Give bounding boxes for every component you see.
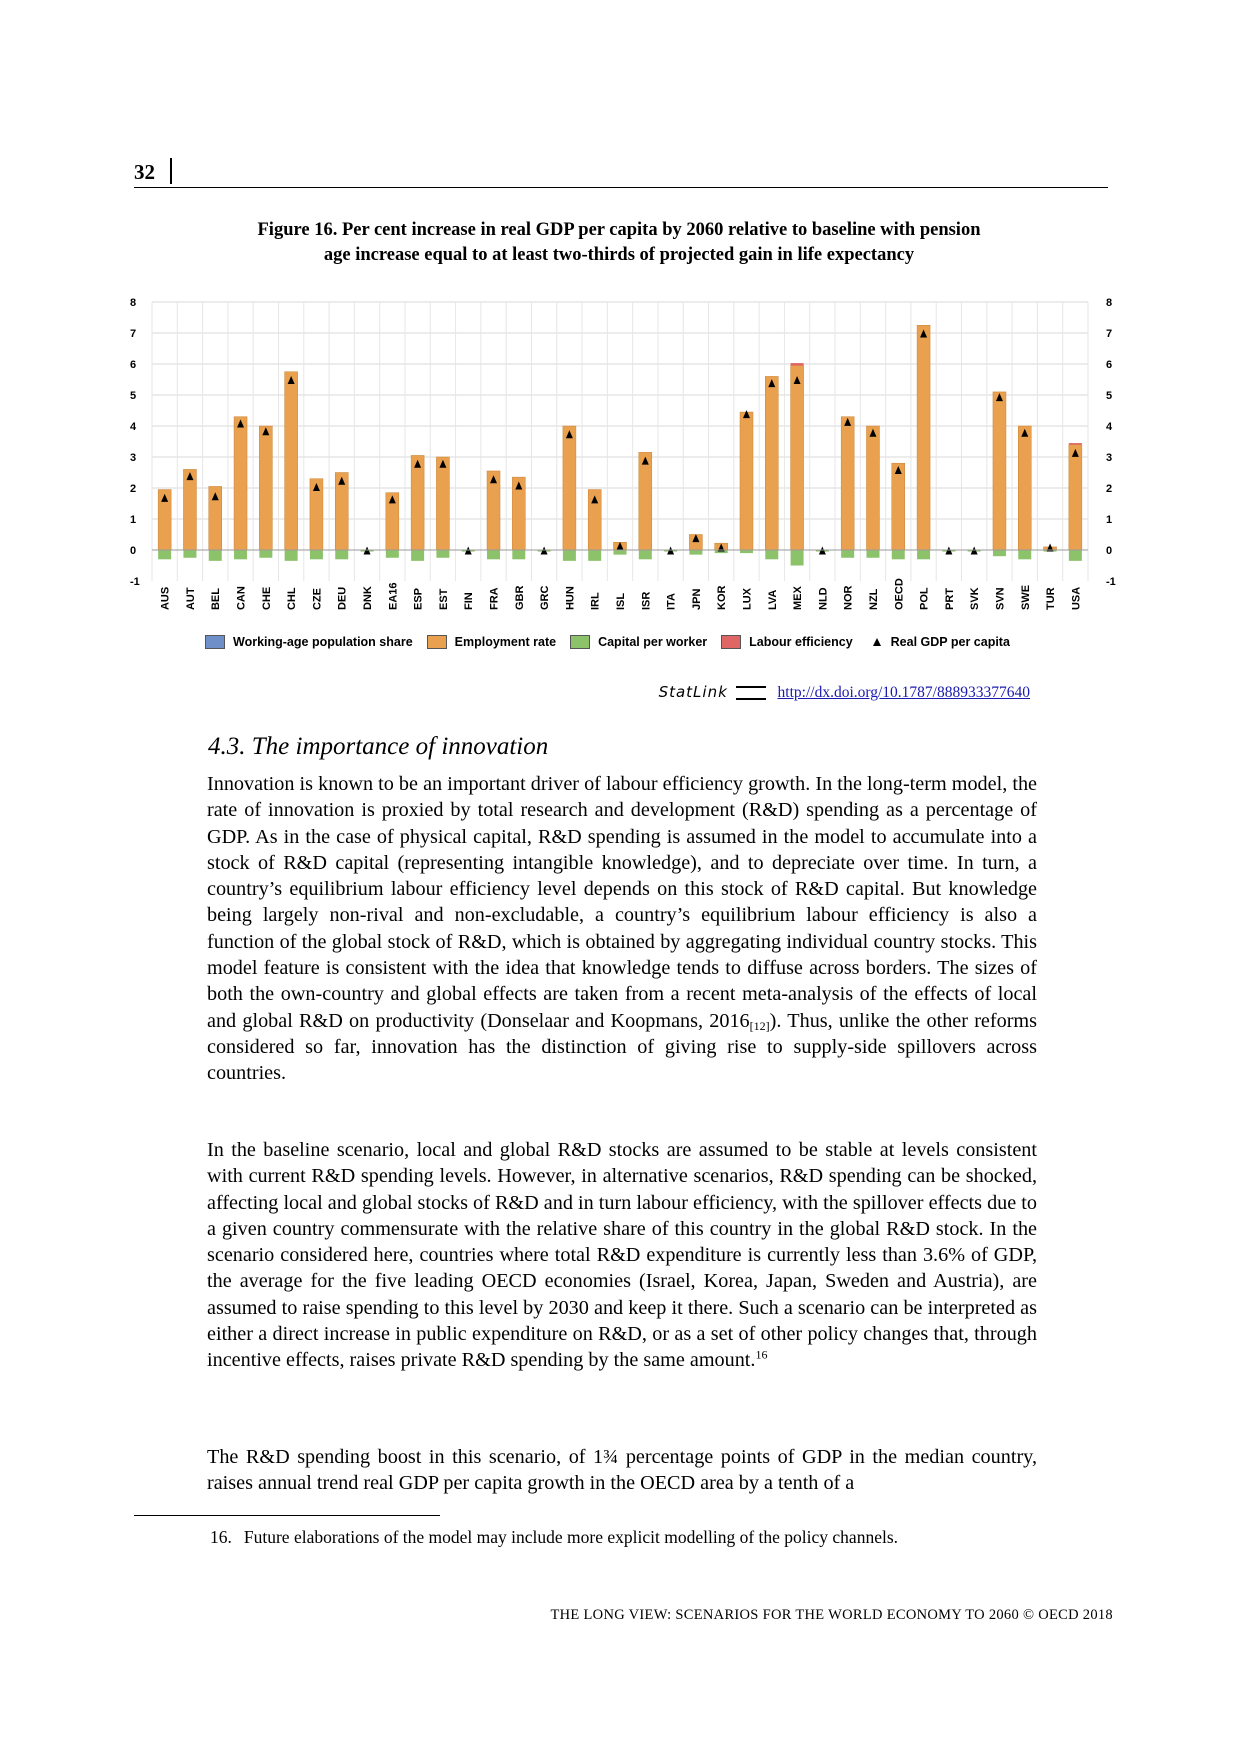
y-tick-label-left: 1 (130, 514, 137, 526)
page-number: 32 (134, 160, 155, 184)
bar-USA-1 (1069, 445, 1082, 550)
bar-NOR-1 (841, 417, 854, 550)
x-tick-label-NZL: NZL (867, 588, 880, 610)
y-tick-label-left: 6 (130, 359, 137, 371)
y-tick-label-left: 0 (130, 545, 137, 557)
bar-POL-1 (917, 325, 930, 550)
statlink-url-link[interactable]: http://dx.doi.org/10.1787/888933377640 (777, 684, 1030, 701)
citation-ref[interactable]: [12] (749, 1018, 770, 1033)
bar-ESP-2 (411, 550, 424, 561)
bar-LVA-2 (765, 550, 778, 559)
statlink-label: StatLink (658, 683, 728, 701)
y-tick-label-right: 7 (1106, 328, 1113, 340)
bar-MEX-3 (791, 363, 804, 365)
x-tick-label-SVK: SVK (969, 587, 982, 610)
statlink-logo-icon (736, 686, 766, 700)
x-tick-label-OECD: OECD (893, 578, 906, 610)
y-tick-label-left: 5 (130, 390, 137, 402)
bar-NOR-2 (841, 550, 854, 558)
page-footer: THE LONG VIEW: SCENARIOS FOR THE WORLD ECONOMY TO 2060 © OECD 2018 (550, 1607, 1113, 1623)
x-tick-label-SWE: SWE (1019, 584, 1032, 610)
x-tick-label-CHL: CHL (286, 587, 299, 610)
y-tick-label-left: 3 (130, 452, 137, 464)
legend-label-labour-efficiency: Labour efficiency (749, 635, 853, 649)
x-tick-label-ISR: ISR (640, 591, 653, 610)
x-tick-label-CZE: CZE (311, 588, 324, 610)
section-title: 4.3. The importance of innovation (208, 733, 549, 760)
y-tick-label-left: 8 (130, 297, 137, 309)
x-tick-label-EA16: EA16 (387, 582, 400, 610)
x-tick-label-AUS: AUS (159, 586, 172, 610)
bar-CAN-1 (234, 417, 247, 550)
y-tick-label-right: -1 (1106, 576, 1116, 588)
y-tick-label-right: 4 (1106, 421, 1113, 433)
paragraph-1-text: Innovation is known to be an important driver of labour efficiency growth. In the long-term model, the rate of innovation is proxied by total research and development (R&D) spending as a percentage of GDP. As in the case of physical capital, R&D spending is assumed in the model to accumulate into a stock of R&D capital (representing intangible knowledge), and to depreciate over time. In turn, a country’s equilibrium labour efficiency level depends on this stock of R&D capital. But knowledge being largely non-rival and non-excludable, a country’s equilibrium labour efficiency is also a function of the global stock of R&D, which is obtained by aggregating individual country stocks. This model feature is consistent with the idea that knowledge tends to diffuse across borders. The sizes of both the own-country and global effects are taken from a recent meta-analysis of the effects of local and global R&D on productivity (Donselaar and Koopmans, 2016 (207, 773, 1037, 1032)
bar-ISR-1 (639, 452, 652, 550)
y-tick-label-right: 3 (1106, 452, 1113, 464)
bar-AUS-2 (158, 550, 171, 559)
bar-SWE-2 (1018, 550, 1031, 559)
bar-GBR-2 (512, 550, 525, 559)
paragraph-3: The R&D spending boost in this scenario, of 1¾ percentage points of GDP in the median country, raises annual trend real GDP per capita growth in the OECD area by a tenth of a (207, 1446, 1037, 1495)
x-tick-label-ISL: ISL (615, 592, 627, 610)
footnote-rule (134, 1515, 440, 1516)
legend-item-capital (570, 635, 707, 649)
x-tick-label-AUT: AUT (184, 587, 197, 610)
legend-item-employment (427, 635, 556, 649)
x-tick-label-ITA: ITA (665, 593, 678, 610)
bar-USA-2 (1069, 550, 1082, 561)
y-tick-label-right: 2 (1106, 483, 1113, 495)
figure-title (190, 218, 1048, 268)
x-tick-label-KOR: KOR (716, 585, 729, 610)
legend-swatch-working-age (205, 635, 225, 649)
y-tick-label-right: 6 (1106, 359, 1113, 371)
y-tick-label-left: -1 (130, 576, 140, 588)
y-tick-label-right: 8 (1106, 297, 1113, 309)
bar-DEU-2 (335, 550, 348, 559)
bar-FRA-2 (487, 550, 500, 559)
legend-item-real-gdp (867, 635, 1010, 649)
x-tick-label-ESP: ESP (412, 587, 425, 610)
bar-NZL-2 (866, 550, 879, 558)
footnote-number: 16. (210, 1527, 232, 1547)
bar-EST-1 (436, 457, 449, 550)
bar-HUN-2 (563, 550, 576, 561)
x-tick-label-IRL: IRL (589, 592, 602, 610)
legend-item-working-age (205, 635, 413, 649)
x-tick-label-TUR: TUR (1045, 587, 1058, 610)
stacked-bar-chart (130, 292, 1120, 622)
legend-label-real-gdp: Real GDP per capita (890, 635, 1010, 649)
y-tick-label-left: 2 (130, 483, 137, 495)
legend-triangle-icon (873, 638, 881, 646)
bar-CHL-2 (285, 550, 298, 561)
paragraph-2 (207, 1137, 1037, 1374)
bar-CHL-1 (285, 372, 298, 550)
x-tick-label-BEL: BEL (210, 588, 223, 610)
x-tick-label-PRT: PRT (943, 588, 956, 610)
x-tick-label-NLD: NLD (817, 587, 830, 610)
x-tick-label-POL: POL (918, 587, 931, 610)
bar-USA-3 (1069, 443, 1082, 445)
bar-SWE-1 (1018, 426, 1031, 550)
x-tick-label-HUN: HUN (564, 586, 577, 610)
statlink (580, 683, 1030, 702)
legend-item-labour-efficiency (721, 635, 853, 649)
bar-BEL-2 (209, 550, 222, 561)
bar-AUT-1 (183, 469, 196, 550)
bar-NZL-1 (866, 426, 879, 550)
x-tick-label-SVN: SVN (994, 587, 1007, 610)
bar-EST-2 (436, 550, 449, 558)
y-tick-label-left: 7 (130, 328, 137, 340)
bar-POL-2 (917, 550, 930, 559)
x-tick-label-FIN: FIN (463, 592, 476, 610)
x-tick-label-MEX: MEX (792, 586, 805, 610)
header-divider (170, 158, 172, 184)
legend-swatch-labour-efficiency (721, 635, 741, 649)
x-tick-label-NOR: NOR (842, 585, 855, 610)
bar-LVA-1 (765, 376, 778, 550)
bar-MEX-1 (791, 366, 804, 550)
bar-HUN-1 (563, 426, 576, 550)
legend-swatch-capital (570, 635, 590, 649)
bar-ESP-1 (411, 455, 424, 550)
bar-CZE-2 (310, 550, 323, 559)
x-tick-label-GRC: GRC (539, 585, 552, 610)
bar-SVN-2 (993, 550, 1006, 556)
x-tick-label-FRA: FRA (488, 587, 501, 610)
legend-label-employment: Employment rate (454, 635, 557, 649)
paragraph-1-text-end: ). Thus, unlike the other reforms considered so far, innovation has the distinction of giving rise to supply-side spillovers across countries. (207, 1009, 1037, 1085)
bar-ISR-2 (639, 550, 652, 559)
legend-swatch-employment (427, 635, 447, 649)
y-tick-label-right: 1 (1106, 514, 1113, 526)
legend-label-capital: Capital per worker (598, 635, 708, 649)
footnote-text: Future elaborations of the model may include more explicit modelling of the policy channels. (243, 1527, 899, 1547)
bar-JPN-2 (689, 550, 702, 555)
bar-OECD-1 (892, 463, 905, 550)
header-rule (134, 187, 1108, 188)
footnote (210, 1527, 898, 1548)
figure-title-line-1: Figure 16. Per cent increase in real GDP per capita by 2060 relative to baseline with pension (257, 220, 981, 240)
figure-title-line-2: age increase equal to at least two-thirds of projected gain in life expectancy (323, 245, 915, 265)
bar-EA16-2 (386, 550, 399, 558)
x-tick-label-LUX: LUX (741, 588, 754, 610)
y-tick-label-left: 4 (130, 421, 137, 433)
paragraph-1 (207, 771, 1037, 1087)
x-tick-label-EST: EST (437, 588, 450, 610)
bar-OECD-2 (892, 550, 905, 559)
bar-ISL-2 (614, 550, 627, 555)
bar-AUT-2 (183, 550, 196, 558)
y-tick-label-right: 5 (1106, 390, 1113, 402)
bar-CAN-2 (234, 550, 247, 559)
x-tick-label-DNK: DNK (362, 586, 375, 610)
paragraph-2-text: In the baseline scenario, local and global R&D stocks are assumed to be stable at levels consistent with current R&D spending levels. However, in alternative scenarios, R&D spending can be shocked, affecting local and global stocks of R&D and in turn labour efficiency, with the spillover effects due to a given country commensurate with the relative share of this country in the global R&D stock. In the scenario considered here, countries where total R&D expenditure is currently less than 3.6% of GDP, the average for the five leading OECD economies (Israel, Korea, Japan, Sweden and Austria), are assumed to raise spending to this level by 2030 and keep it there. Such a scenario can be interpreted as either a direct increase in public expenditure on R&D, or as a set of other policy changes that, through incentive effects, raises private R&D spending by the same amount. (207, 1139, 1037, 1372)
bar-CHE-2 (259, 550, 272, 558)
x-tick-label-JPN: JPN (690, 588, 703, 610)
bar-CHE-1 (259, 426, 272, 550)
x-tick-label-LVA: LVA (766, 589, 779, 610)
bar-IRL-2 (588, 550, 601, 561)
chart-legend (205, 631, 1065, 653)
footnote-ref[interactable]: 16 (755, 1347, 768, 1362)
x-tick-label-DEU: DEU (336, 586, 349, 610)
x-tick-label-CHE: CHE (260, 586, 273, 610)
y-tick-label-right: 0 (1106, 545, 1113, 557)
x-tick-label-GBR: GBR (513, 585, 526, 610)
bar-LUX-1 (740, 412, 753, 550)
x-tick-label-USA: USA (1070, 586, 1083, 610)
bar-SVN-1 (993, 392, 1006, 550)
bar-MEX-2 (791, 550, 804, 566)
legend-label-working-age: Working-age population share (233, 635, 413, 649)
x-tick-label-CAN: CAN (235, 586, 248, 610)
